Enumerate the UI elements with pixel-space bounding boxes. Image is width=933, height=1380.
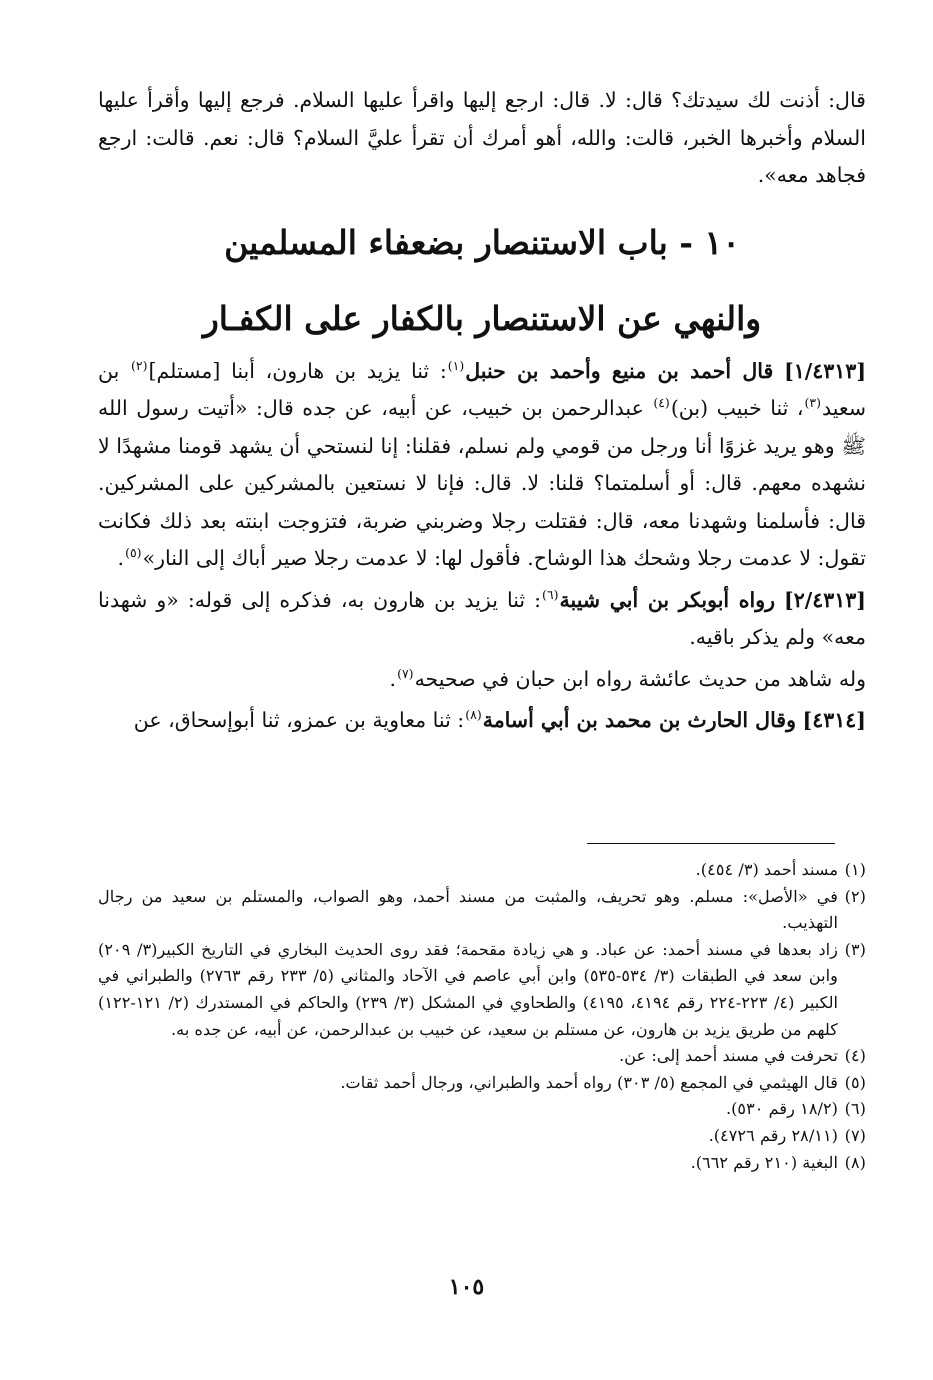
hadith-4313-2	[98, 582, 866, 657]
hadith-text: : ثنا يزيد بن هارون، أبنا [مستلم]	[148, 358, 447, 383]
hadith-ref: [٤٣١٤]	[802, 708, 866, 732]
footnote-marker-2: (٢)	[131, 357, 148, 373]
hadith-narrators: وقال الحارث بن محمد بن أبي أسامة	[482, 708, 797, 732]
footnote	[98, 1043, 866, 1070]
footnote-text: (١٨/٢ رقم ٥٣٠).	[725, 1099, 838, 1119]
hadith-ref: [٢/٤٣١٣]	[784, 587, 866, 612]
witness-text: .	[389, 666, 397, 691]
hadith-ref: [١/٤٣١٣]	[784, 358, 867, 383]
footnote-marker-5: (٥)	[125, 545, 142, 561]
footnote	[98, 884, 866, 937]
footnote-number: (٧)	[844, 1125, 866, 1145]
chapter-title-line-1: ١٠ - باب الاستنصار بضعفاء المسلمين	[224, 222, 740, 262]
footnote-marker-7: (٧)	[397, 665, 414, 681]
footnotes	[98, 857, 866, 1176]
footnote	[98, 857, 866, 884]
footnote-text: في «الأصل»: مسلم. وهو تحريف، والمثبت من مسند أحمد، وهو الصواب، والمستلم بن سعيد من رجال التهذيب.	[98, 886, 838, 933]
hadith-text: .	[117, 546, 125, 570]
hadith-narrators: قال أحمد بن منيع وأحمد بن حنبل	[465, 358, 774, 383]
footnote-number: (٥)	[844, 1072, 866, 1092]
hadith-text: بن سعيد	[98, 358, 866, 420]
footnote-marker-6: (٦)	[542, 586, 559, 602]
hadith-narrators: رواه أبوبكر بن أبي شيبة	[559, 587, 775, 612]
footnote-text: (٢٨/١١ رقم ٤٧٢٦).	[708, 1125, 838, 1145]
footnote-text: البغية (٢١٠ رقم ٦٦٢).	[690, 1152, 838, 1172]
hadith-text: : ثنا يزيد بن هارون به، فذكره إلى قوله: «و شهدنا معه» ولم يذكر باقيه.	[98, 587, 866, 649]
footnote-text: مسند أحمد (٣/ ٤٥٤).	[695, 860, 838, 879]
witness-text: وله شاهد من حديث عائشة رواه ابن حبان في صحيحه	[414, 666, 866, 691]
main-text	[98, 82, 866, 740]
footnote-number: (٣)	[844, 939, 866, 959]
hadith-text: : ثنا معاوية بن عمزو، ثنا أبوإسحاق، عن	[133, 708, 465, 732]
footnote-text: زاد بعدها في مسند أحمد: عن عباد. و هي زيادة مقحمة؛ فقد روى الحديث البخاري في التاريخ الكبير(٣/ ٢٠٩) وابن سعد في الطبقات (٣/ ٥٣٤-٥٣٥) وابن أبي عاصم في الآحاد والمثاني (٥/ ٢٣٣ رقم ٢٧٦٣) والطبراني في الكبير (٤/ ٢٢٣-٢٢٤ رقم ٤١٩٤، ٤١٩٥) والطحاوي في المشكل (٣/ ٢٣٩) والحاكم في المستدرك (٢/ ١٢١-١٢٢) كلهم من طريق يزيد بن هارون، عن مستلم بن سعيد، عن خبيب بن عبدالرحمن، عن أبيه، عن جده به.	[98, 939, 839, 1039]
footnote-text: قال الهيثمي في المجمع (٥/ ٣٠٣) رواه أحمد والطبراني، ورجال أحمد ثقات.	[340, 1072, 838, 1092]
hadith-text: ، ثنا خبيب (بن)	[670, 396, 804, 420]
footnote	[98, 937, 866, 1043]
footnote-number: (٦)	[844, 1099, 866, 1119]
hadith-4314	[98, 702, 866, 740]
footnote	[98, 1123, 866, 1150]
footnote-number: (٢)	[844, 886, 866, 906]
footnote-number: (١)	[844, 860, 866, 879]
footnote-marker-8: (٨)	[465, 707, 482, 723]
footnote-number: (٤)	[844, 1046, 866, 1066]
hadith-text: عبدالرحمن بن خبيب، عن أبيه، عن جده قال: «أتيت رسول الله ﷺ وهو يريد غزوًا أنا ورجل من قومي ولم نسلم، فقلنا: إنا لنستحي أن يشهد قومنا مشهدًا لا نشهده معهم. قال: أو أسلمتما؟ قلنا: لا. قال: فإنا لا نستعين بالمشركين على المشركين. قال: فأسلمنا وشهدنا معه، قال: فقتلت رجلا وضربني ضربة، فتزوجت ابنته بعد ذلك فكانت تقول: لا عدمت رجلا وشحك هذا الوشاح. فأقول لها: لا عدمت رجلا صير أباك إلى النار»	[98, 396, 866, 570]
footnote	[98, 1070, 866, 1097]
witness-note	[98, 661, 866, 699]
footnote	[98, 1096, 866, 1123]
footnote	[98, 1150, 866, 1177]
top-paragraph: قال: أذنت لك سيدتك؟ قال: لا. قال: ارجع إليها واقرأ عليها السلام. فرجع إليها وأقرأ عليها السلام وأخبرها الخبر، قالت: والله، أهو أمرك أن تقرأ عليَّ السلام؟ قال: نعم. قالت: ارجع فجاهد معه».	[98, 88, 866, 187]
footnote-marker-3: (٣)	[804, 395, 821, 411]
footnote-number: (٨)	[844, 1152, 866, 1172]
footnote-separator	[587, 843, 835, 844]
footnote-marker-4: (٤)	[653, 395, 670, 411]
footnote-marker-1: (١)	[447, 357, 465, 373]
chapter-title-line-2: والنهي عن الاستنصار بالكفار على الكفـار	[202, 298, 762, 338]
page-number: ١٠٥	[448, 1274, 485, 1300]
hadith-4313-1	[98, 353, 866, 578]
footnote-text: تحرفت في مسند أحمد إلى: عن.	[619, 1046, 838, 1066]
